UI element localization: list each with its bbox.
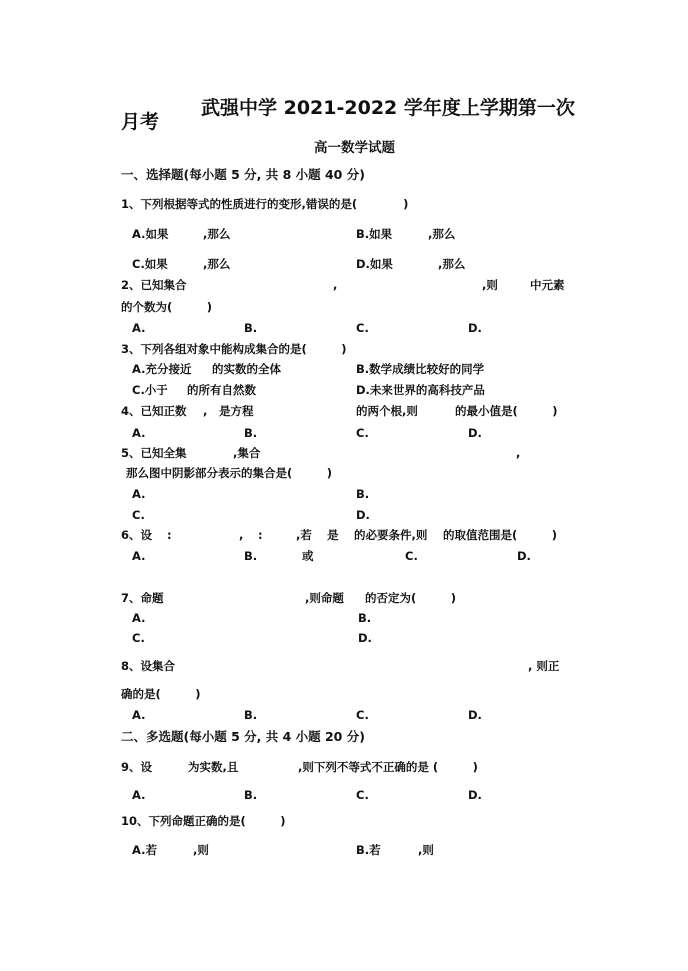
q10-option-b-prefix: B.若 [356, 843, 381, 857]
q9-option-b: B. [244, 788, 258, 802]
question-4-stem: 4、已知正数 [121, 404, 187, 418]
question-1-stem: 1、下列根据等式的性质进行的变形,错误的是( ) [121, 197, 409, 211]
q6-necessary-condition: 的必要条件,则 [354, 528, 428, 542]
q4-equation-text: 是方程 [219, 404, 254, 418]
q3-option-a-prefix: A.充分接近 [132, 362, 192, 376]
exam-title: 武强中学 2021-2022 学年度上学期第一次 [201, 97, 575, 119]
q7-option-a: A. [132, 611, 146, 625]
q2-then: ,则 [482, 278, 498, 292]
q3-option-a-suffix: 的实数的全体 [212, 362, 281, 376]
q3-option-c-prefix: C.小于 [132, 383, 168, 397]
q1-option-c-suffix: ,那么 [203, 257, 231, 271]
q8-option-d: D. [468, 708, 482, 722]
question-5-stem: 5、已知全集 [121, 446, 187, 460]
exam-subtitle: 高一数学试题 [314, 140, 395, 156]
question-3-stem: 3、下列各组对象中能构成集合的是( ) [121, 342, 347, 356]
q4-option-b: B. [244, 426, 258, 440]
q4-option-a: A. [132, 426, 146, 440]
q6-option-a: A. [132, 549, 146, 563]
q7-negation-text: 的否定为( ) [365, 591, 457, 605]
q6-colon-q: : [258, 528, 263, 542]
q6-comma: , [239, 528, 244, 542]
q3-option-b: B.数学成绩比较好的同学 [356, 362, 485, 376]
q7-option-b: B. [358, 611, 372, 625]
q2-comma: , [333, 278, 338, 292]
exam-title-wrap: 月考 [121, 111, 160, 133]
q3-option-d: D.未来世界的高科技产品 [356, 383, 485, 397]
q9-option-c: C. [356, 788, 369, 802]
q5-option-a: A. [132, 487, 146, 501]
q1-option-d-suffix: ,那么 [438, 257, 466, 271]
question-9-stem: 9、设 [121, 760, 153, 774]
q6-option-d: D. [517, 549, 531, 563]
q3-option-c-suffix: 的所有自然数 [187, 383, 256, 397]
q8-option-a: A. [132, 708, 146, 722]
q2-element-text: 中元素 [530, 278, 565, 292]
q6-colon-p: : [167, 528, 172, 542]
q6-option-b: B. [244, 549, 258, 563]
q9-real-numbers: 为实数,且 [188, 760, 239, 774]
q1-option-d-prefix: D.如果 [356, 257, 393, 271]
question-8-stem-line2: 确的是( ) [121, 687, 201, 701]
q6-range-text: 的取值范围是( ) [443, 528, 558, 542]
q8-then-correct: , 则正 [528, 659, 560, 673]
question-2-stem: 2、已知集合 [121, 278, 187, 292]
q5-option-d: D. [356, 508, 370, 522]
q4-option-c: C. [356, 426, 369, 440]
q2-option-c: C. [356, 321, 369, 335]
q9-option-d: D. [468, 788, 482, 802]
q4-minimum-text: 的最小值是( ) [455, 404, 558, 418]
question-2-stem-line2: 的个数为( ) [121, 300, 213, 314]
q1-option-b-suffix: ,那么 [428, 227, 456, 241]
q5-option-c: C. [132, 508, 145, 522]
q10-option-b-suffix: ,则 [418, 843, 434, 857]
section-heading-single-choice: 一、选择题(每小题 5 分, 共 8 小题 40 分) [121, 167, 365, 182]
question-7-stem: 7、命题 [121, 591, 164, 605]
q2-option-d: D. [468, 321, 482, 335]
q1-option-c-prefix: C.如果 [132, 257, 168, 271]
q5-set-text: ,集合 [233, 446, 261, 460]
question-8-stem: 8、设集合 [121, 659, 176, 673]
q1-option-a-suffix: ,那么 [203, 227, 231, 241]
q6-if: ,若 [296, 528, 312, 542]
q6-is: 是 [327, 528, 339, 542]
question-10-stem: 10、下列命题正确的是( ) [121, 814, 286, 828]
q7-then-proposition: ,则命题 [305, 591, 344, 605]
q7-option-d: D. [358, 631, 372, 645]
question-5-stem-line2: 那么图中阴影部分表示的集合是( ) [126, 466, 333, 480]
q6-option-c: C. [405, 549, 418, 563]
q2-option-a: A. [132, 321, 146, 335]
q10-option-a-prefix: A.若 [132, 843, 157, 857]
q5-option-b: B. [356, 487, 370, 501]
q4-roots-text: 的两个根,则 [356, 404, 418, 418]
q4-option-d: D. [468, 426, 482, 440]
q1-option-a-prefix: A.如果 [132, 227, 169, 241]
q7-option-c: C. [132, 631, 145, 645]
q6-option-b-or: 或 [302, 549, 314, 563]
q1-option-b-prefix: B.如果 [356, 227, 393, 241]
q2-option-b: B. [244, 321, 258, 335]
section-heading-multiple-choice: 二、多选题(每小题 5 分, 共 4 小题 20 分) [121, 729, 365, 744]
q8-option-b: B. [244, 708, 258, 722]
q8-option-c: C. [356, 708, 369, 722]
q9-inequality-text: ,则下列不等式不正确的是 ( ) [298, 760, 478, 774]
q5-comma: , [516, 446, 521, 460]
q4-comma: , [203, 404, 208, 418]
q10-option-a-suffix: ,则 [193, 843, 209, 857]
question-6-stem: 6、设 [121, 528, 153, 542]
q9-option-a: A. [132, 788, 146, 802]
